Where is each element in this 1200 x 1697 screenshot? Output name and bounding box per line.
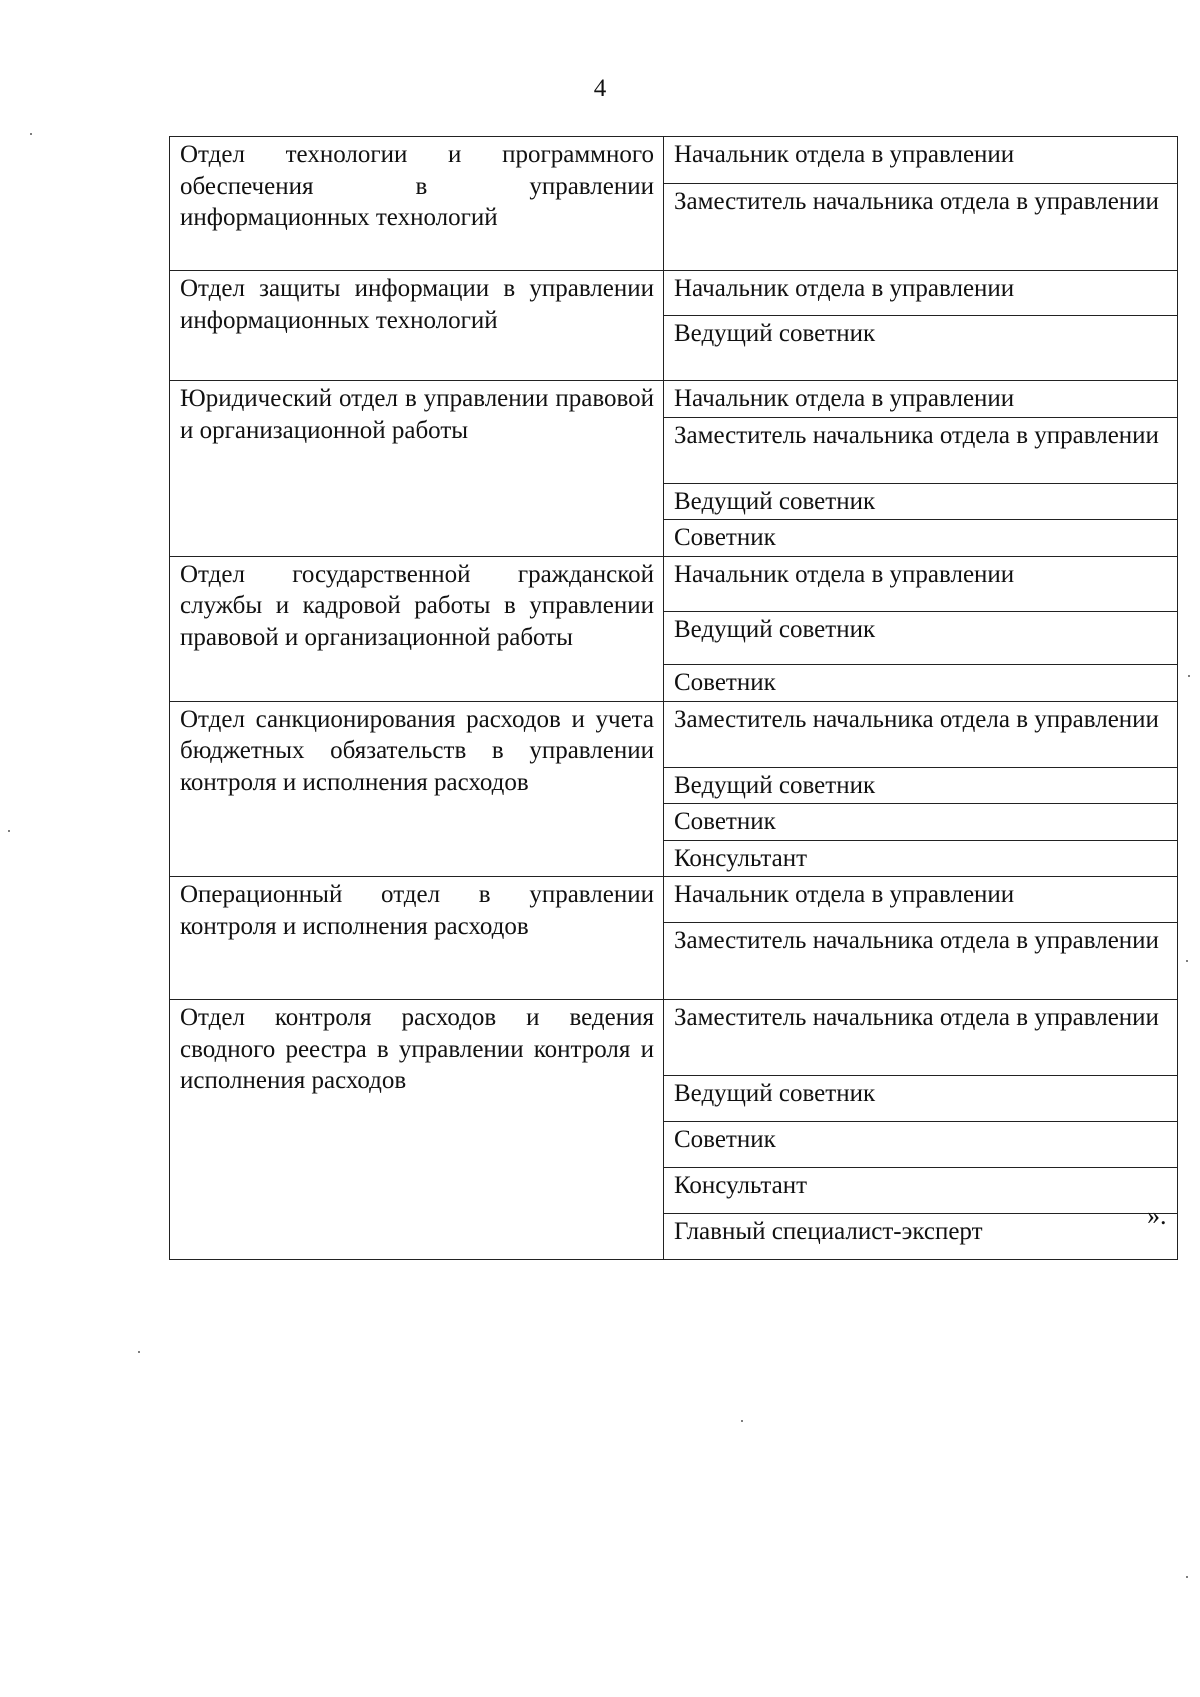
department-name: Операционный отдел в управлении контроля и исполнения расходов: [170, 877, 664, 1000]
position-cell: Ведущий советник: [664, 1076, 1178, 1122]
position-cell: Советник: [664, 1122, 1178, 1168]
position-cell: Заместитель начальника отдела в управлении: [664, 417, 1178, 483]
scan-speck: [30, 133, 32, 135]
positions-table: [169, 136, 1178, 1260]
position-cell: Начальник отдела в управлении: [664, 556, 1178, 611]
position-cell: Начальник отдела в управлении: [664, 137, 1178, 184]
position-cell: Начальник отдела в управлении: [664, 381, 1178, 418]
table-row: [170, 556, 1178, 611]
position-cell: Ведущий советник: [664, 483, 1178, 520]
department-name: Отдел санкционирования расходов и учета бюджетных обязательств в управлении контроля и исполнения расходов: [170, 701, 664, 877]
position-cell: Советник: [664, 664, 1178, 701]
position-cell: Советник: [664, 520, 1178, 557]
position-cell: Главный специалист-эксперт: [664, 1214, 1178, 1260]
position-cell: Заместитель начальника отдела в управлении: [664, 923, 1178, 1000]
scan-speck: [8, 830, 10, 832]
department-name: Отдел государственной гражданской службы и кадровой работы в управлении правовой и организационной работы: [170, 556, 664, 701]
department-name: Отдел технологии и программного обеспечения в управлении информационных технологий: [170, 137, 664, 271]
scan-speck: [1186, 960, 1188, 962]
table-row: [170, 701, 1178, 767]
position-cell: Заместитель начальника отдела в управлении: [664, 701, 1178, 767]
table-row: [170, 381, 1178, 418]
scan-speck: [1186, 1576, 1188, 1578]
department-name: Отдел защиты информации в управлении информационных технологий: [170, 271, 664, 381]
scan-speck: [741, 1420, 743, 1422]
position-cell: Заместитель начальника отдела в управлении: [664, 1000, 1178, 1076]
position-cell: Ведущий советник: [664, 767, 1178, 804]
table-row: [170, 271, 1178, 316]
position-cell: Заместитель начальника отдела в управлении: [664, 184, 1178, 271]
table-row: [170, 877, 1178, 923]
department-name: Отдел контроля расходов и ведения сводного реестра в управлении контроля и исполнения расходов: [170, 1000, 664, 1260]
position-cell: Начальник отдела в управлении: [664, 877, 1178, 923]
position-cell: Консультант: [664, 1168, 1178, 1214]
department-name: Юридический отдел в управлении правовой и организационной работы: [170, 381, 664, 557]
position-cell: Ведущий советник: [664, 611, 1178, 664]
position-cell: Ведущий советник: [664, 316, 1178, 381]
position-cell: Консультант: [664, 840, 1178, 877]
position-cell: Советник: [664, 804, 1178, 841]
closing-quote-mark: ».: [1147, 1201, 1167, 1230]
scan-speck: [138, 1351, 140, 1353]
table-row: [170, 1000, 1178, 1076]
position-cell: Начальник отдела в управлении: [664, 271, 1178, 316]
scan-speck: [1188, 675, 1190, 677]
page-number: 4: [593, 75, 607, 102]
table-row: [170, 137, 1178, 184]
